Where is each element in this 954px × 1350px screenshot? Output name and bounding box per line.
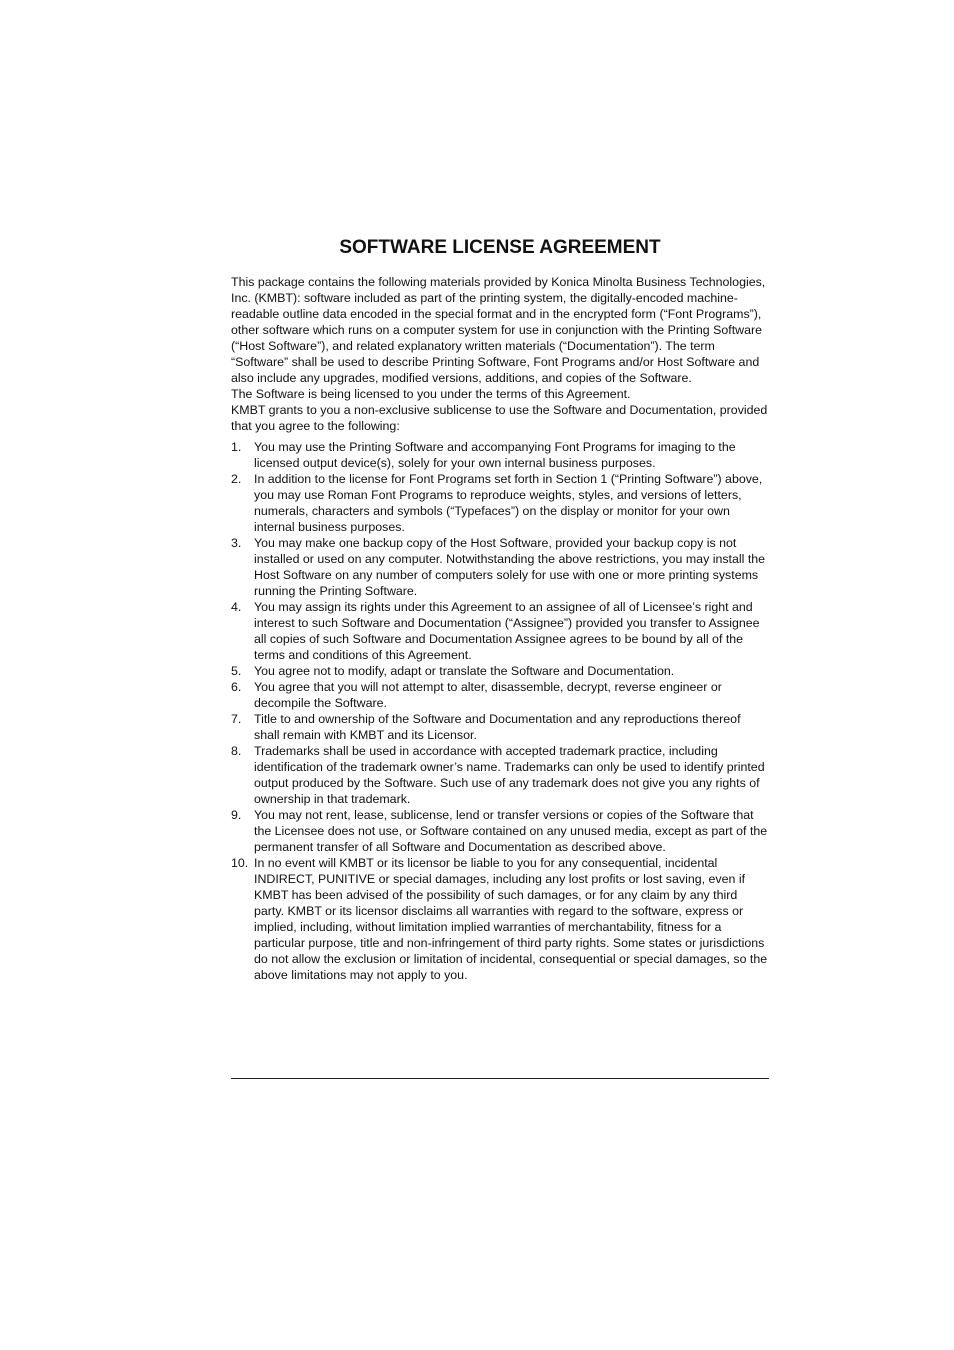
list-item-text: You may use the Printing Software and accompanying Font Programs for imaging to the licensed output device(s), solely for your own internal business purposes. xyxy=(254,440,736,470)
list-item-text: You may assign its rights under this Agreement to an assignee of all of Licensee’s right and interest to such Software and Documentation (“Assignee”) provided you transfer to Assignee all copies of such Software and Documentation Assignee agrees to be bound by all of the terms and conditions of this Agreement. xyxy=(254,600,760,662)
list-item xyxy=(231,599,769,663)
list-item xyxy=(231,663,769,679)
list-item-number: 8. xyxy=(231,744,242,758)
list-item-text: Trademarks shall be used in accordance with accepted trademark practice, including identification of the trademark owner’s name. Trademarks can only be used to identify printed output produced by the Software. Such use of any trademark does not give you any rights of ownership in that trademark. xyxy=(254,744,765,806)
list-item-number: 10. xyxy=(231,856,249,870)
intro-paragraph-licensed: The Software is being licensed to you under the terms of this Agreement. xyxy=(231,387,631,401)
list-item-text: You agree not to modify, adapt or translate the Software and Documentation. xyxy=(254,664,675,678)
list-item-number: 3. xyxy=(231,536,242,550)
list-item-text: You agree that you will not attempt to alter, disassemble, decrypt, reverse engineer or decompile the Software. xyxy=(254,680,722,710)
intro-paragraph-materials: This package contains the following materials provided by Konica Minolta Business Technologies, Inc. (KMBT): software included as part of the printing system, the digitally-encoded machine-readable outline data encoded in the special format and in the encrypted form (“Font Programs”), other software which runs on a computer system for use in conjunction with the Printing Software (“Host Software”), and related explanatory written materials (“Documentation”). The term “Software” shall be used to describe Printing Software, Font Programs and/or Host Software and also include any upgrades, modified versions, additions, and copies of the Software. xyxy=(231,275,766,385)
list-item-number: 5. xyxy=(231,664,242,678)
list-item-number: 2. xyxy=(231,472,242,486)
list-item-number: 1. xyxy=(231,440,242,454)
list-item xyxy=(231,679,769,711)
list-item xyxy=(231,855,769,983)
page-title: SOFTWARE LICENSE AGREEMENT xyxy=(339,237,661,258)
footer-divider xyxy=(231,1078,769,1079)
list-item-text: In addition to the license for Font Programs set forth in Section 1 (“Printing Software”) above, you may use Roman Font Programs to reproduce weights, styles, and versions of letters, numerals, characters and symbols (“Typefaces”) on the display or monitor for your own internal business purposes. xyxy=(254,472,763,534)
list-item-text: Title to and ownership of the Software and Documentation and any reproductions thereof shall remain with KMBT and its Licensor. xyxy=(254,712,741,742)
list-item-number: 4. xyxy=(231,600,242,614)
list-item xyxy=(231,807,769,855)
terms-list xyxy=(231,439,769,983)
list-item xyxy=(231,471,769,535)
list-item xyxy=(231,711,769,743)
list-item xyxy=(231,439,769,471)
list-item-text: You may make one backup copy of the Host Software, provided your backup copy is not installed or used on any computer. Notwithstanding the above restrictions, you may install the Host Software on any number of computers solely for use with one or more printing systems running the Printing Software. xyxy=(254,536,766,598)
list-item xyxy=(231,743,769,807)
list-item-text: You may not rent, lease, sublicense, lend or transfer versions or copies of the Software that the Licensee does not use, or Software contained on any unused media, except as part of the permanent transfer of all Software and Documentation as described above. xyxy=(254,808,768,854)
list-item-number: 9. xyxy=(231,808,242,822)
list-item xyxy=(231,535,769,599)
list-item-text: In no event will KMBT or its licensor be liable to you for any consequential, incidental INDIRECT, PUNITIVE or special damages, including any lost profits or lost saving, even if KMBT has been advised of the possibility of such damages, or for any claim by any third party. KMBT or its licensor disclaims all warranties with regard to the software, express or implied, including, without limitation implied warranties of merchantability, fitness for a particular purpose, title and non-infringement of third party rights. Some states or jurisdictions do not allow the exclusion or limitation of incidental, consequential or special damages, so the above limitations may not apply to you. xyxy=(254,856,768,982)
license-document xyxy=(231,236,769,983)
intro-paragraph-grant: KMBT grants to you a non-exclusive sublicense to use the Software and Documentation, provided that you agree to the following: xyxy=(231,403,768,433)
list-item-number: 7. xyxy=(231,712,242,726)
list-item-number: 6. xyxy=(231,680,242,694)
